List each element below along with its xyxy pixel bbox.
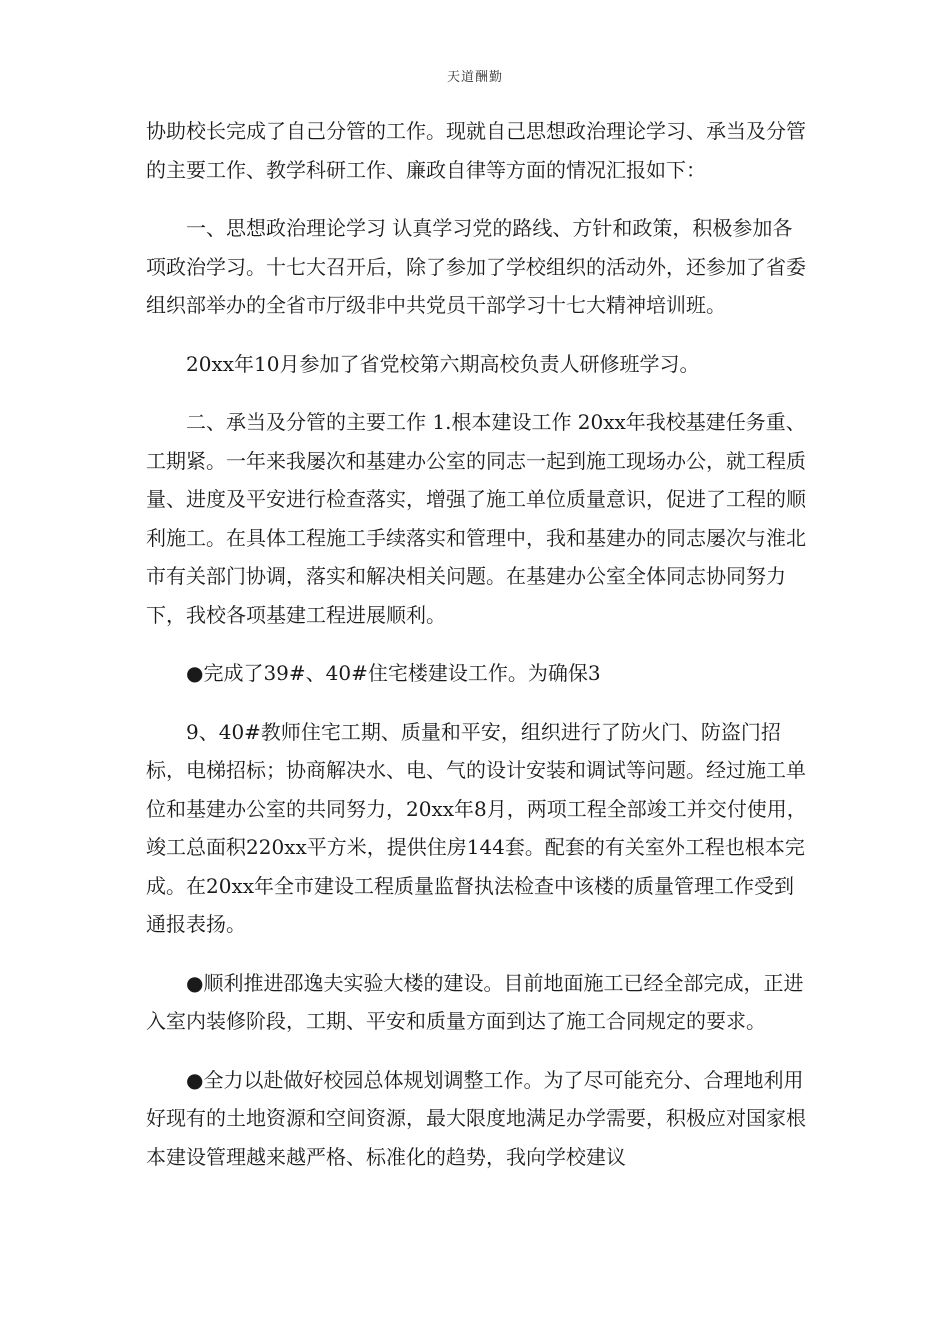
paragraph: 二、承当及分管的主要工作 1.根本建设工作 20xx年我校基建任务重、工期紧。一年来我屡次和基建办公室的同志一起到施工现场办公，就工程质量、进度及平安进行检查落实，增强了施工单位质量意识，促进了工程的顺利施工。在具体工程施工手续落实和管理中，我和基建办的同志屡次与淮北市有关部门协调，落实和解决相关问题。在基建办公室全体同志协同努力下，我校各项基建工程进展顺利。 [146, 410, 806, 627]
paragraph: 20xx年10月参加了省党校第六期高校负责人研修班学习。 [186, 351, 700, 376]
document-body [146, 112, 812, 1196]
paragraph: 一、思想政治理论学习 认真学习党的路线、方针和政策，积极参加各项政治学习。十七大召开后，除了参加了学校组织的活动外，还参加了省委组织部举办的全省市厅级非中共党员干部学习十七大精神培训班。 [146, 216, 806, 317]
paragraph: ●顺利推进邵逸夫实验大楼的建设。目前地面施工已经全部完成，正进入室内装修阶段，工期、平安和质量方面到达了施工合同规定的要求。 [146, 970, 804, 1033]
paragraph: ●全力以赴做好校园总体规划调整工作。为了尽可能充分、合理地利用好现有的土地资源和空间资源，最大限度地满足办学需要，积极应对国家根本建设管理越来越严格、标准化的趋势，我向学校建议 [146, 1067, 806, 1169]
paragraph: 协助校长完成了自己分管的工作。现就自己思想政治理论学习、承当及分管的主要工作、教学科研工作、廉政自律等方面的情况汇报如下： [146, 119, 806, 182]
paragraph: ●完成了39#、40#住宅楼建设工作。为确保3 [186, 661, 601, 685]
page-header: 天道酬勤 [446, 70, 503, 85]
paragraph: 9、40#教师住宅工期、质量和平安，组织进行了防火门、防盗门招标，电梯招标；协商解决水、电、气的设计安装和调试等问题。经过施工单位和基建办公室的共同努力，20xx年8月，两项工程全部竣工并交付使用，竣工总面积220xx平方米，提供住房144套。配套的有关室外工程也根本完成。在20xx年全市建设工程质量监督执法检查中该楼的质量管理工作受到通报表扬。 [146, 719, 807, 936]
